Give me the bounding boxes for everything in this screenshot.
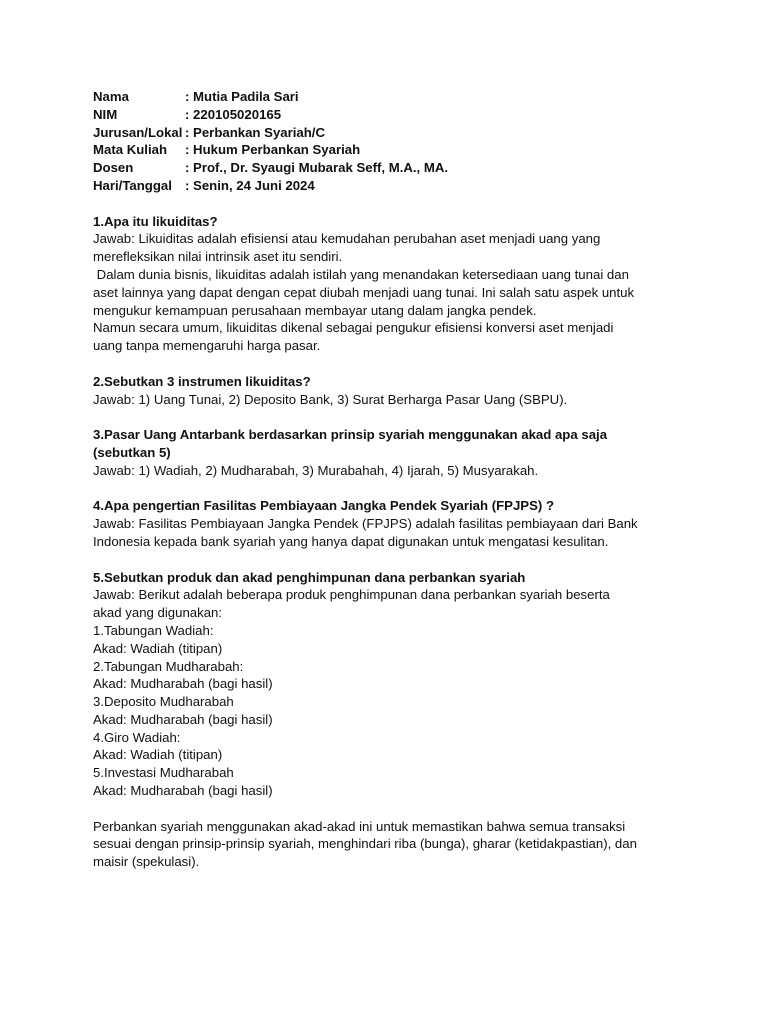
info-value: : Mutia Padila Sari [185, 89, 299, 104]
question-3-heading-cont: (sebutkan 5) [93, 444, 171, 460]
answer-line: Akad: Wadiah (titipan) [93, 747, 223, 763]
info-label: Mata Kuliah [93, 142, 168, 158]
answer-line: Jawab: 1) Wadiah, 2) Mudharabah, 3) Murabahah, 4) Ijarah, 5) Musyarakah. [93, 462, 539, 478]
question-1-section [93, 213, 693, 355]
info-row-jurusan [93, 124, 693, 142]
closing-line: sesuai dengan prinsip-prinsip syariah, menghindari riba (bunga), gharar (ketidakpastian), dan [93, 836, 637, 852]
info-value: : 220105020165 [185, 106, 282, 122]
spacer [93, 551, 693, 569]
closing-paragraph [93, 818, 693, 871]
document-page [93, 88, 693, 871]
answer-line: Akad: Mudharabah (bagi hasil) [93, 676, 273, 692]
answer-line: Indonesia kepada bank syariah yang hanya dapat digunakan untuk mengatasi kesulitan. [93, 533, 609, 549]
question-4-section [93, 497, 693, 550]
info-value: : Hukum Perbankan Syariah [185, 142, 361, 158]
question-3-section [93, 426, 693, 479]
info-value: : Prof., Dr. Syaugi Mubarak Seff, M.A., MA. [185, 160, 449, 176]
info-row-nim [93, 106, 693, 124]
answer-line: 3.Deposito Mudharabah [93, 694, 234, 710]
student-info-block [93, 88, 693, 195]
answer-line: merefleksikan nilai intrinsik aset itu sendiri. [93, 249, 343, 265]
question-3-heading: 3.Pasar Uang Antarbank berdasarkan prinsip syariah menggunakan akad apa saja [93, 427, 608, 443]
answer-line: Dalam dunia bisnis, likuiditas adalah istilah yang menandakan ketersediaan uang tunai dan [93, 266, 629, 282]
info-row-nama [93, 88, 693, 106]
closing-line: Perbankan syariah menggunakan akad-akad ini untuk memastikan bahwa semua transaksi [93, 818, 626, 834]
question-5-heading: 5.Sebutkan produk dan akad penghimpunan dana perbankan syariah [93, 569, 526, 585]
info-label: Nama [93, 89, 129, 104]
answer-line: Jawab: Berikut adalah beberapa produk penghimpunan dana perbankan syariah beserta [93, 587, 610, 603]
answer-line: Namun secara umum, likuiditas dikenal sebagai pengukur efisiensi konversi aset menjadi [93, 320, 614, 336]
spacer [93, 800, 693, 818]
answer-line: 4.Giro Wadiah: [93, 729, 181, 745]
spacer [93, 408, 693, 426]
answer-line: Jawab: Likuiditas adalah efisiensi atau kemudahan perubahan aset menjadi uang yang [93, 231, 601, 247]
answer-line: 5.Investasi Mudharabah [93, 765, 234, 781]
answer-line: Akad: Mudharabah (bagi hasil) [93, 711, 273, 727]
answer-line: Jawab: Fasilitas Pembiayaan Jangka Pendek (FPJPS) adalah fasilitas pembiayaan dari Bank [93, 516, 638, 532]
answer-line: Akad: Wadiah (titipan) [93, 640, 223, 656]
answer-line: 1.Tabungan Wadiah: [93, 622, 214, 638]
spacer [93, 480, 693, 498]
spacer [93, 355, 693, 373]
closing-line: maisir (spekulasi). [93, 854, 200, 870]
answer-line: aset lainnya yang dapat dengan cepat diubah menjadi uang tunai. Ini salah satu aspek untuk [93, 284, 635, 300]
question-5-section [93, 569, 693, 800]
info-label: NIM [93, 106, 118, 122]
info-label: Jurusan/Lokal [93, 124, 183, 140]
answer-line: 2.Tabungan Mudharabah: [93, 658, 244, 674]
question-1-heading: 1.Apa itu likuiditas? [93, 213, 218, 229]
spacer [93, 195, 693, 213]
info-label: Hari/Tanggal [93, 177, 172, 193]
info-row-mata-kuliah [93, 141, 693, 159]
info-value: : Senin, 24 Juni 2024 [185, 177, 315, 193]
info-value: : Perbankan Syariah/C [185, 124, 325, 140]
answer-line: Akad: Mudharabah (bagi hasil) [93, 783, 273, 799]
answer-line: Jawab: 1) Uang Tunai, 2) Deposito Bank, 3) Surat Berharga Pasar Uang (SBPU). [93, 391, 568, 407]
answer-line: uang tanpa memengaruhi harga pasar. [93, 338, 321, 354]
answer-line: akad yang digunakan: [93, 605, 223, 621]
question-2-section [93, 373, 693, 409]
answer-line: mengukur kemampuan perusahaan membayar utang dalam jangka pendek. [93, 302, 537, 318]
info-label: Dosen [93, 160, 134, 176]
question-2-heading: 2.Sebutkan 3 instrumen likuiditas? [93, 373, 311, 389]
question-4-heading: 4.Apa pengertian Fasilitas Pembiayaan Jangka Pendek Syariah (FPJPS) ? [93, 498, 555, 514]
info-row-tanggal [93, 177, 693, 195]
info-row-dosen [93, 159, 693, 177]
